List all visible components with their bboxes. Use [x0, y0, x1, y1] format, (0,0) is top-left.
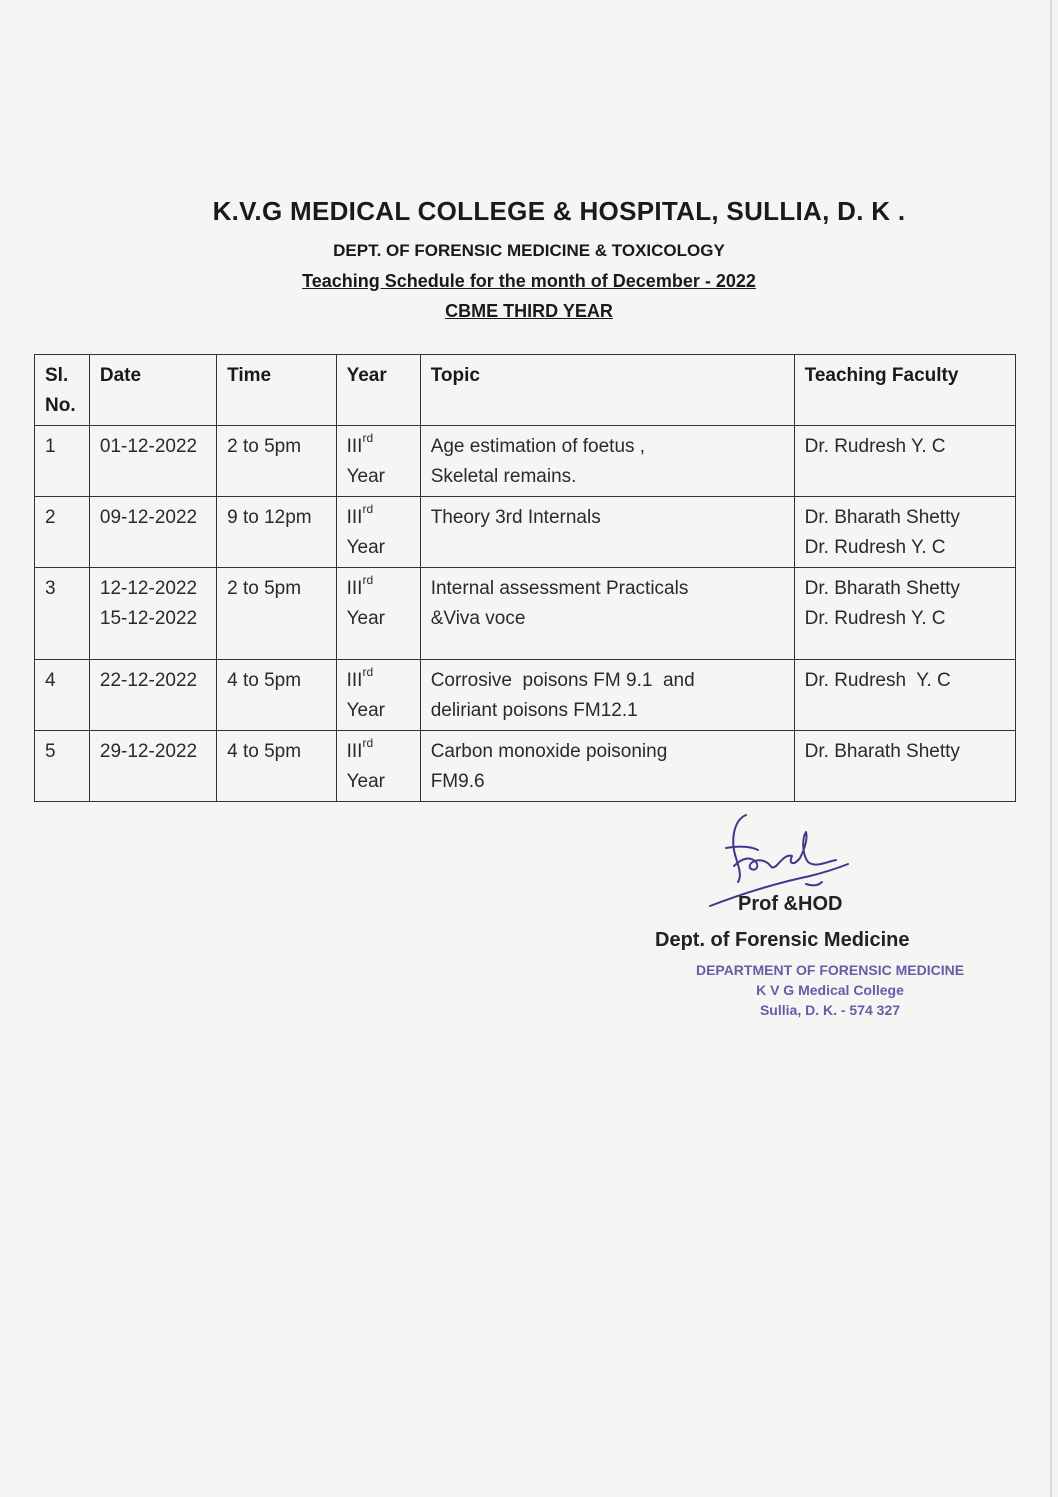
year-number: III: [346, 578, 363, 599]
schedule-title-text: Teaching Schedule for the month of December - 2022: [302, 271, 756, 291]
table-row: [35, 497, 1016, 568]
header-year: Year: [336, 355, 420, 426]
table-header-row: [35, 355, 1016, 426]
date-line1: 22-12-2022: [99, 670, 198, 691]
faculty-line2: Dr. Rudresh Y. C: [804, 608, 946, 629]
cell-sl: 4: [35, 660, 90, 731]
batch-title-text: CBME THIRD YEAR: [445, 301, 613, 321]
department-title: DEPT. OF FORENSIC MEDICINE & TOXICOLOGY: [333, 241, 725, 260]
cell-date: [89, 426, 216, 497]
signatory-department: Dept. of Forensic Medicine: [655, 929, 910, 951]
date-line1: 29-12-2022: [99, 741, 198, 762]
year-number: III: [346, 507, 363, 528]
topic-line2: &Viva voce: [430, 608, 526, 629]
cell-faculty: [794, 731, 1015, 802]
cell-date: [89, 497, 216, 568]
year-number: III: [346, 670, 363, 691]
year-number: III: [346, 436, 363, 457]
cell-topic: [420, 660, 794, 731]
topic-line2: Skeletal remains.: [430, 466, 577, 487]
cell-time: 4 to 5pm: [217, 731, 336, 802]
cell-faculty: [794, 568, 1015, 660]
cell-time: 9 to 12pm: [217, 497, 336, 568]
year-suffix: rd: [362, 665, 374, 679]
schedule-table: [34, 354, 1016, 802]
faculty-line1: Dr. Bharath Shetty: [804, 507, 960, 528]
header-time: Time: [217, 355, 336, 426]
cell-date: [89, 568, 216, 660]
cell-year: [336, 497, 420, 568]
header-sl: [35, 355, 90, 426]
header-sl-line1: Sl.: [45, 365, 69, 386]
date-line2: 15-12-2022: [99, 608, 198, 629]
year-word: Year: [346, 700, 385, 721]
year-word: Year: [346, 466, 385, 487]
cell-year: [336, 660, 420, 731]
topic-line1: Corrosive poisons FM 9.1 and: [430, 670, 695, 691]
cell-time: 4 to 5pm: [217, 660, 336, 731]
cell-time: 2 to 5pm: [217, 568, 336, 660]
cell-year: [336, 731, 420, 802]
cell-faculty: [794, 497, 1015, 568]
table-row: [35, 426, 1016, 497]
topic-line1: Internal assessment Practicals: [430, 578, 689, 599]
cell-faculty: [794, 660, 1015, 731]
topic-line2: FM9.6: [430, 771, 485, 792]
faculty-line1: Dr. Bharath Shetty: [804, 741, 960, 762]
topic-line1: Age estimation of foetus ,: [430, 436, 646, 457]
date-line1: 09-12-2022: [99, 507, 198, 528]
cell-topic: [420, 497, 794, 568]
cell-date: [89, 731, 216, 802]
table-row: [35, 660, 1016, 731]
header-date: Date: [89, 355, 216, 426]
schedule-title: [0, 271, 1058, 292]
date-line1: 12-12-2022: [99, 578, 198, 599]
cell-topic: [420, 731, 794, 802]
cell-topic: [420, 568, 794, 660]
topic-line1: Carbon monoxide poisoning: [430, 741, 668, 762]
topic-line1: Theory 3rd Internals: [430, 507, 601, 528]
topic-line2: deliriant poisons FM12.1: [430, 700, 638, 721]
year-word: Year: [346, 537, 385, 558]
cell-year: [336, 568, 420, 660]
year-suffix: rd: [362, 573, 374, 587]
signatory-title: Prof &HOD: [738, 893, 843, 915]
year-number: III: [346, 741, 363, 762]
year-suffix: rd: [362, 502, 374, 516]
stamp-line3: Sullia, D. K. - 574 327: [759, 1002, 901, 1018]
year-suffix: rd: [362, 736, 374, 750]
header-faculty: Teaching Faculty: [794, 355, 1015, 426]
cell-faculty: [794, 426, 1015, 497]
date-line1: 01-12-2022: [99, 436, 198, 457]
header-sl-line2: No.: [45, 395, 76, 416]
year-word: Year: [346, 771, 385, 792]
faculty-line1: Dr. Rudresh Y. C: [804, 670, 951, 691]
cell-topic: [420, 426, 794, 497]
cell-sl: 3: [35, 568, 90, 660]
cell-date: [89, 660, 216, 731]
cell-sl: 1: [35, 426, 90, 497]
cell-sl: 5: [35, 731, 90, 802]
stamp-line1: DEPARTMENT OF FORENSIC MEDICINE: [695, 962, 965, 978]
department-stamp: [670, 960, 990, 1020]
table-row: [35, 731, 1016, 802]
college-title: K.V.G MEDICAL COLLEGE & HOSPITAL, SULLIA, D. K .: [212, 196, 906, 226]
faculty-line1: Dr. Rudresh Y. C: [804, 436, 946, 457]
header-topic: Topic: [420, 355, 794, 426]
cell-sl: 2: [35, 497, 90, 568]
batch-title: [0, 301, 1058, 322]
faculty-line2: Dr. Rudresh Y. C: [804, 537, 946, 558]
cell-time: 2 to 5pm: [217, 426, 336, 497]
faculty-line1: Dr. Bharath Shetty: [804, 578, 960, 599]
table-row: [35, 568, 1016, 660]
year-suffix: rd: [362, 431, 374, 445]
cell-year: [336, 426, 420, 497]
year-word: Year: [346, 608, 385, 629]
stamp-line2: K V G Medical College: [756, 982, 904, 998]
